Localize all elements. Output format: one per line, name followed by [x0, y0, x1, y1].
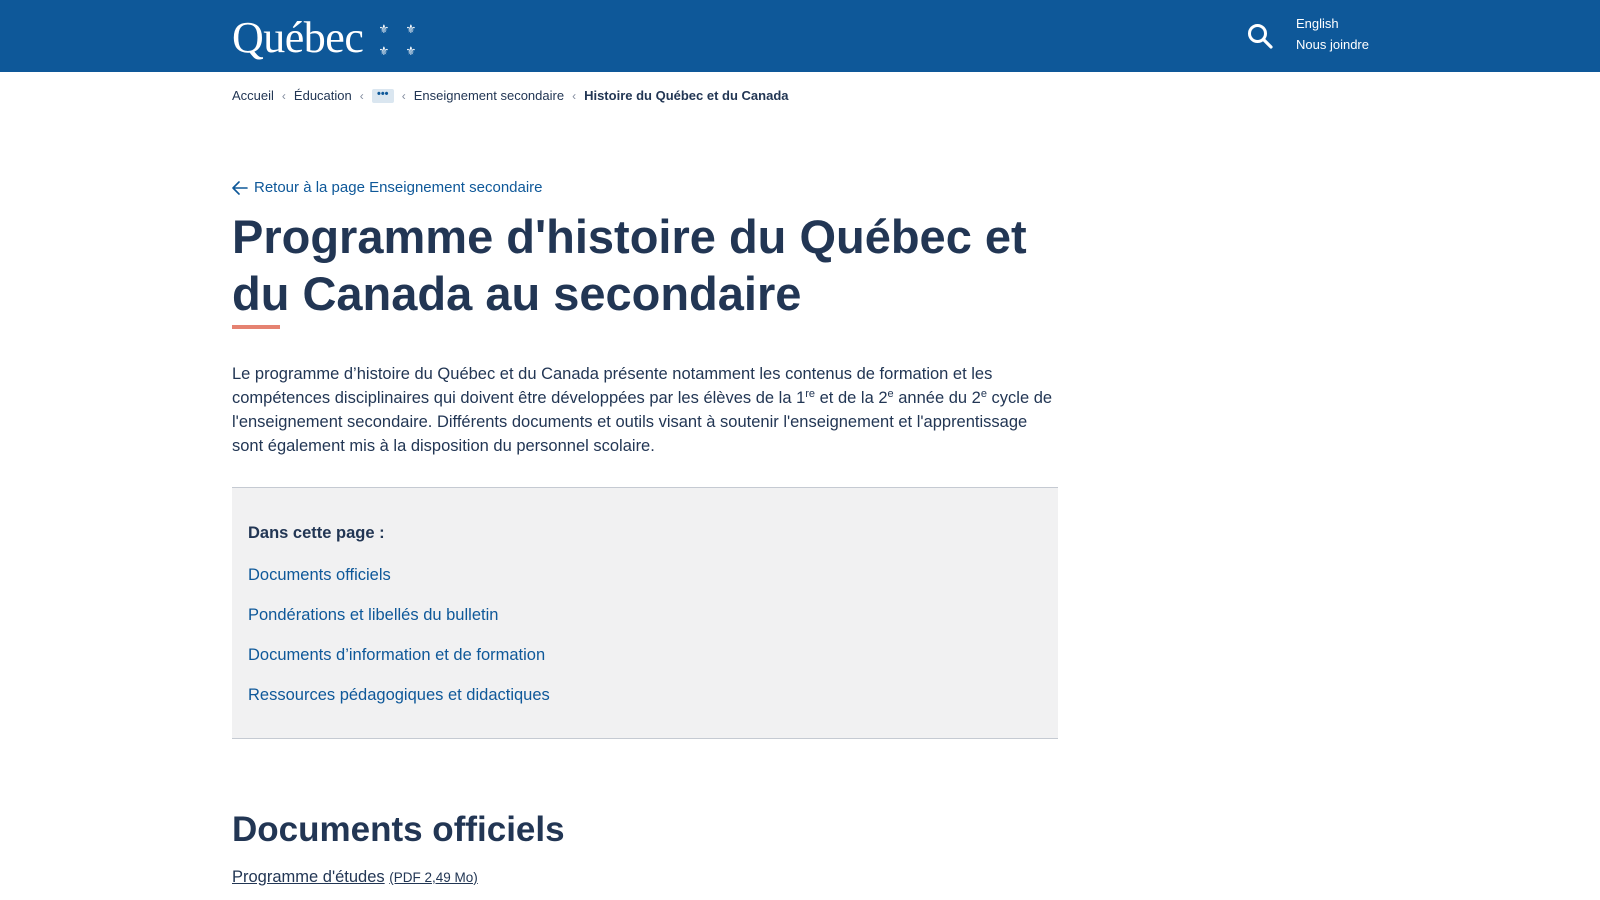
toc-item [248, 564, 550, 604]
toc-item [248, 604, 550, 644]
intro-sup-1: re [805, 388, 816, 400]
chevron-left-icon: ‹ [359, 88, 364, 103]
toc-link-documents-officiels[interactable]: Documents officiels [248, 566, 391, 584]
toc-link-ressources[interactable]: Ressources pédagogiques et didactiques [248, 686, 550, 704]
toc-title: Dans cette page : [248, 524, 385, 542]
page-toc [232, 487, 1058, 739]
breadcrumb-item-education[interactable]: Éducation [293, 88, 352, 103]
toc-link-documents-information[interactable]: Documents d’information et de formation [248, 646, 546, 664]
logo-text: Québec [232, 13, 364, 62]
intro-text-4: cycle de l'enseignement secondaire. Différents documents et outils visant à soutenir l'enseignement et l'apprentissage sont également mis à la disposition du personnel scolaire. [232, 389, 1053, 455]
intro-text-3: année du 2 [893, 389, 981, 407]
programme-etudes-link[interactable]: Programme d'études [232, 868, 385, 886]
breadcrumb-more-button[interactable]: ••• [372, 89, 394, 103]
site-header [0, 0, 1600, 72]
intro-paragraph [232, 362, 1062, 458]
intro-sup-2: e [887, 388, 894, 400]
search-icon [1246, 22, 1274, 50]
toc-item [248, 684, 550, 724]
page-title: Programme d'histoire du Québec et du Canada au secondaire [232, 210, 1027, 320]
search-button[interactable] [1246, 22, 1274, 50]
toc-list [248, 564, 550, 724]
fleur-de-lis-icon: ⚜ [373, 43, 394, 59]
back-link[interactable] [232, 179, 543, 196]
contact-link[interactable]: Nous joindre [1296, 37, 1369, 52]
chevron-left-icon: ‹ [572, 88, 577, 103]
english-link[interactable]: English [1296, 16, 1339, 31]
header-links [1296, 16, 1369, 53]
intro-sup-3: e [980, 388, 987, 400]
intro-text-1: Le programme d’histoire du Québec et du Canada présente notamment les contenus de formation et les compétences disciplinaires qui doivent être développées par les élèves de la 1 [232, 365, 993, 407]
breadcrumb-current: Histoire du Québec et du Canada [584, 88, 789, 103]
quebec-logo[interactable] [232, 13, 421, 62]
breadcrumb-item-accueil[interactable]: Accueil [232, 88, 274, 103]
chevron-left-icon: ‹ [401, 88, 406, 103]
fleur-de-lis-icon: ⚜ [400, 21, 421, 37]
breadcrumb [232, 88, 789, 103]
toc-item [248, 644, 550, 684]
fleur-de-lis-flag-icon [373, 21, 421, 59]
toc-link-ponderations[interactable]: Pondérations et libellés du bulletin [248, 606, 499, 624]
title-accent-bar [232, 325, 280, 329]
section-title-documents-officiels: Documents officiels [232, 810, 565, 849]
fleur-de-lis-icon: ⚜ [373, 21, 394, 37]
back-link-label: Retour à la page Enseignement secondaire [254, 179, 543, 196]
breadcrumb-item-enseignement-secondaire[interactable]: Enseignement secondaire [413, 88, 565, 103]
intro-text-2: et de la 2 [815, 389, 888, 407]
fleur-de-lis-icon: ⚜ [400, 43, 421, 59]
chevron-left-icon: ‹ [281, 88, 286, 103]
document-item [232, 868, 478, 887]
flag-cross-horizontal [373, 37, 421, 43]
file-meta: (PDF 2,49 Mo) [389, 870, 478, 885]
arrow-left-icon [232, 181, 248, 195]
